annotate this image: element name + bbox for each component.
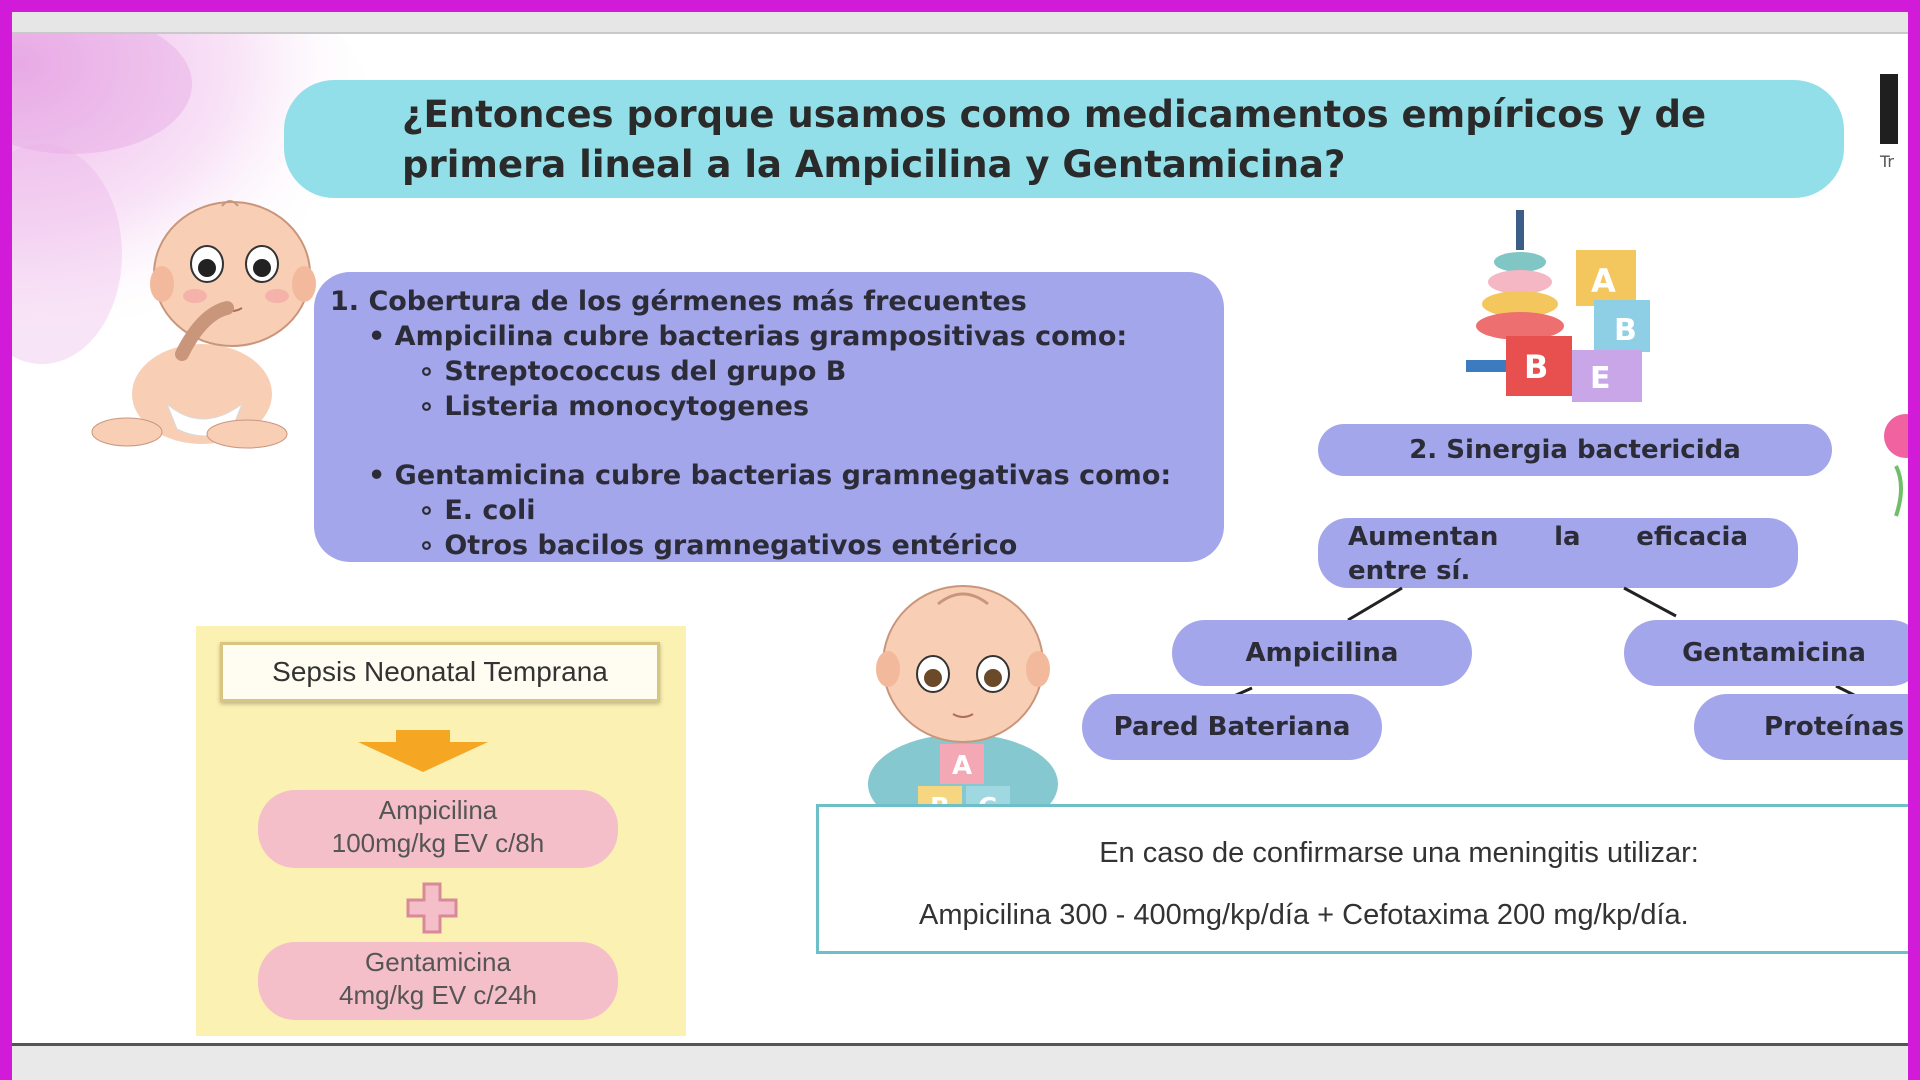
sepsis-ampicilina-pill [258, 790, 618, 868]
ampicilina-coverage-text: Ampicilina cubre bacterias grampositivas como: [394, 321, 1128, 352]
list-item-text: Otros bacilos gramnegativos entérico [444, 530, 1018, 561]
list-item: ∘ Streptococcus del grupo B [418, 356, 847, 387]
corner-logo-icon [1880, 74, 1898, 144]
coverage-content [330, 284, 1171, 563]
meningitis-box [816, 804, 1908, 954]
svg-text:A: A [952, 751, 973, 781]
list-item: ∘ E. coli [418, 495, 536, 526]
slide [12, 34, 1908, 1044]
svg-text:B: B [1524, 348, 1549, 386]
sepsis-gentamicina-dose: 4mg/kg EV c/24h [339, 980, 537, 1010]
meningitis-line1: En caso de confirmarse una meningitis utilizar: [1099, 837, 1699, 869]
down-arrow-icon [358, 730, 488, 772]
list-item-text: Streptococcus del grupo B [444, 356, 847, 387]
svg-text:A: A [1591, 262, 1616, 300]
ampicilina-coverage-line: • Ampicilina cubre bacterias grampositivas como: [368, 321, 1128, 352]
sepsis-ampicilina-name: Ampicilina [378, 795, 498, 825]
meningitis-line2: Ampicilina 300 - 400mg/kp/día + Cefotaxima 200 mg/kp/día. [919, 899, 1689, 931]
flower-icon [1876, 406, 1908, 526]
effect-word: la [1554, 522, 1581, 552]
gentamicina-coverage-text: Gentamicina cubre bacterias gramnegativas como: [394, 460, 1172, 491]
effect-word: eficacia [1636, 522, 1748, 552]
corner-text: Tr [1880, 152, 1894, 171]
sepsis-gentamicina-pill [258, 942, 618, 1020]
synergy-effect-line1 [1348, 522, 1748, 552]
list-item: ∘ Otros bacilos gramnegativos entérico [418, 530, 1018, 561]
list-item-text: Listeria monocytogenes [444, 391, 810, 422]
synergy-effect-box [1318, 518, 1798, 588]
synergy-gentamicina: Gentamicina [1624, 620, 1908, 686]
list-item-text: E. coli [444, 495, 536, 526]
stacking-toy-blocks-icon [1466, 210, 1680, 410]
slide-title: ¿Entonces porque usamos como medicamentos empíricos y de primera lineal a la Ampicilina y Gentamicina? [402, 93, 1707, 186]
viewer-top-bar [12, 12, 1908, 34]
sepsis-title: Sepsis Neonatal Temprana [220, 642, 660, 702]
synergy-pared-bateriana: Pared Bateriana [1082, 694, 1382, 760]
synergy-heading: 2. Sinergia bactericida [1318, 424, 1832, 476]
synergy-ampicilina: Ampicilina [1172, 620, 1472, 686]
coverage-heading: 1. Cobertura de los gérmenes más frecuentes [330, 286, 1027, 317]
svg-text:B: B [1614, 313, 1637, 348]
sepsis-ampicilina-dose: 100mg/kg EV c/8h [331, 828, 545, 858]
viewer-bottom-bar [12, 1043, 1908, 1080]
sepsis-gentamicina-name: Gentamicina [365, 947, 511, 977]
svg-text:E: E [1590, 361, 1611, 396]
baby-thinking-icon [72, 184, 342, 454]
synergy-effect-line2: entre sí. [1348, 556, 1471, 586]
plus-icon [404, 880, 460, 936]
gentamicina-coverage-line: • Gentamicina cubre bacterias gramnegativas como: [368, 460, 1172, 491]
list-item: ∘ Listeria monocytogenes [418, 391, 810, 422]
effect-word: Aumentan [1348, 522, 1499, 552]
synergy-proteinas: Proteínas [1694, 694, 1908, 760]
